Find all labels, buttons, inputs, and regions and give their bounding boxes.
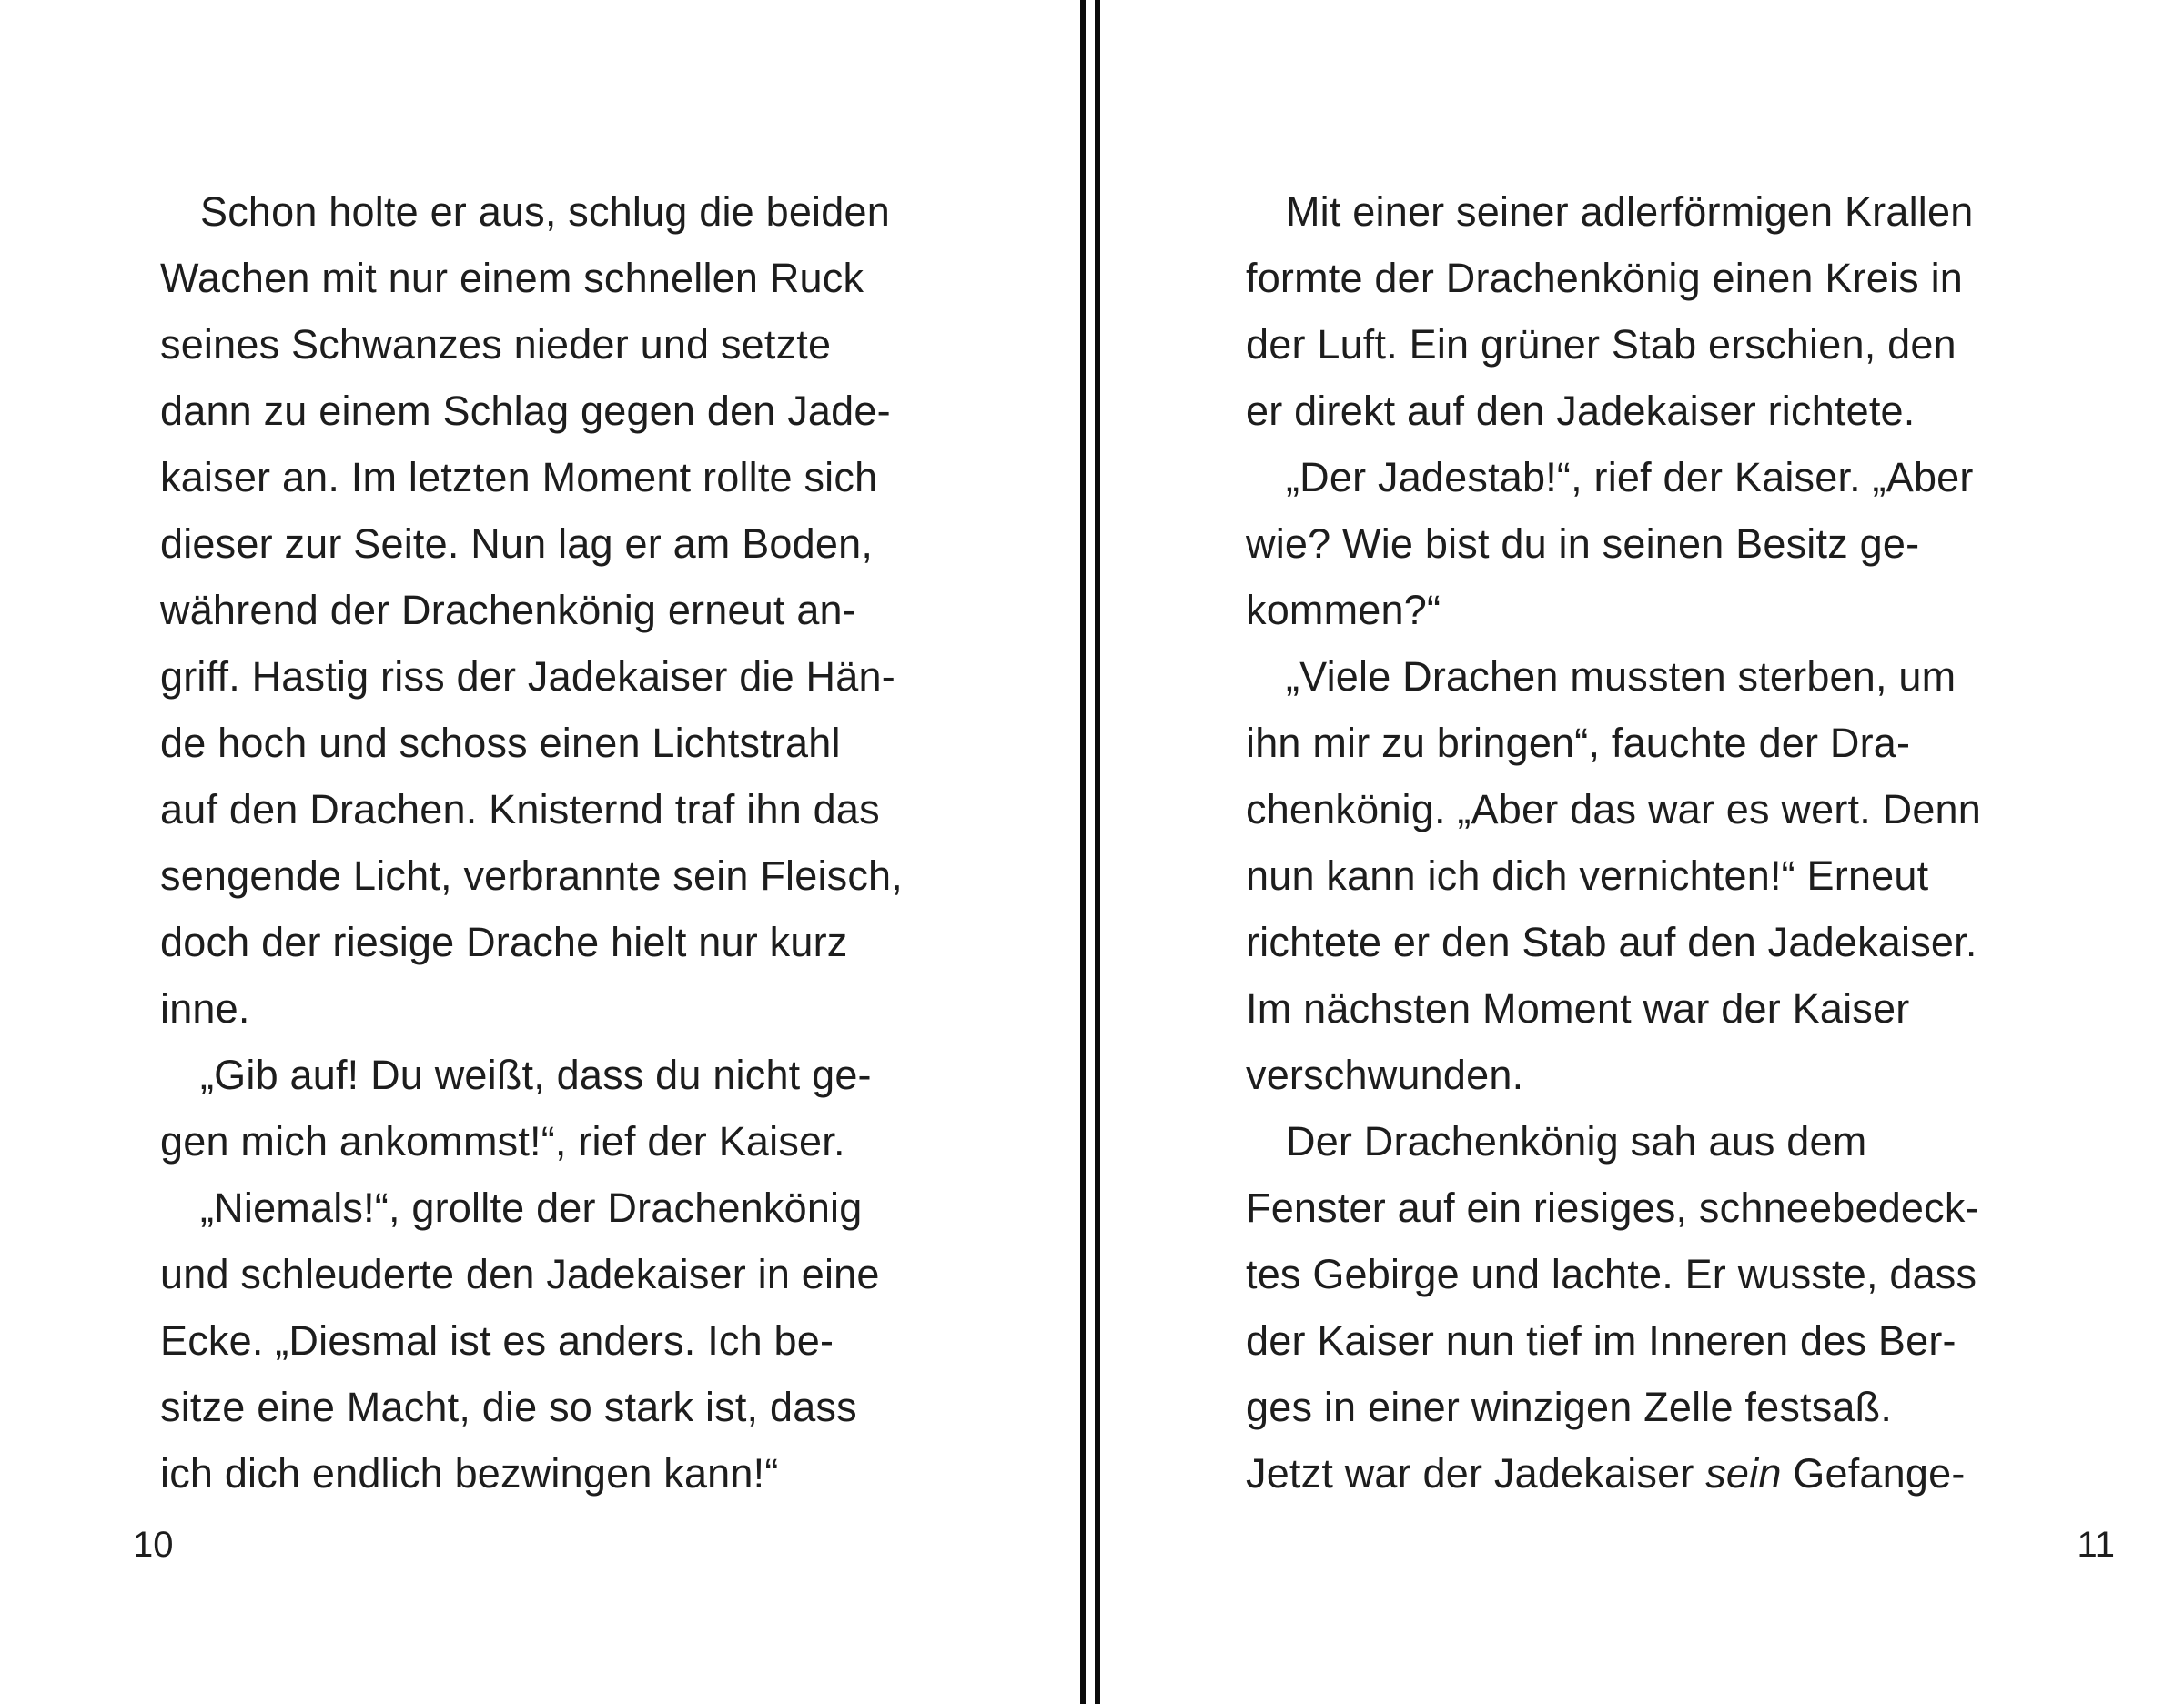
text-segment: ges in einer winzigen Zelle festsaß. [1246, 1384, 1893, 1430]
text-line [1246, 1307, 2138, 1374]
text-line [160, 909, 1034, 975]
text-segment: der Kaiser nun tief im Inneren des Ber- [1246, 1317, 1956, 1364]
text-segment: Im nächsten Moment war der Kaiser [1246, 985, 1910, 1032]
text-segment: sitze eine Macht, die so stark ist, dass [160, 1384, 857, 1430]
text-line [1246, 1042, 2138, 1108]
text-segment: chenkönig. „Aber das war es wert. Denn [1246, 786, 1981, 832]
text-line [1246, 842, 2138, 909]
text-segment: kommen?“ [1246, 587, 1441, 633]
text-line [1246, 1108, 2138, 1175]
text-line [1246, 311, 2138, 378]
text-segment: auf den Drachen. Knisternd traf ihn das [160, 786, 880, 832]
text-segment: richtete er den Stab auf den Jadekaiser. [1246, 919, 1977, 965]
text-segment-italic: sein [1705, 1450, 1782, 1497]
text-segment: ihn mir zu bringen“, fauchte der Dra- [1246, 720, 1911, 766]
text-line [160, 311, 1034, 378]
text-segment: gen mich ankommst!“, rief der Kaiser. [160, 1118, 845, 1165]
text-line [1246, 444, 2138, 510]
page-right [1100, 0, 2184, 1704]
text-segment: wie? Wie bist du in seinen Besitz ge- [1246, 520, 1920, 567]
text-line [160, 1108, 1034, 1175]
text-line [160, 1175, 1034, 1241]
text-line [1246, 643, 2138, 710]
text-line [1246, 1374, 2138, 1440]
text-line [160, 643, 1034, 710]
page-number-right: 11 [2077, 1525, 2115, 1565]
text-segment: Schon holte er aus, schlug die beiden [200, 188, 890, 235]
text-segment: der Luft. Ein grüner Stab erschien, den [1246, 321, 1956, 368]
text-line [1246, 909, 2138, 975]
text-line [1246, 1440, 2138, 1507]
text-segment: verschwunden. [1246, 1052, 1524, 1098]
text-segment: sengende Licht, verbrannte sein Fleisch, [160, 852, 903, 899]
text-line [160, 842, 1034, 909]
text-segment: tes Gebirge und lachte. Er wusste, dass [1246, 1251, 1977, 1297]
text-segment: nun kann ich dich vernichten!“ Erneut [1246, 852, 1929, 899]
text-line [1246, 577, 2138, 643]
text-segment: dann zu einem Schlag gegen den Jade- [160, 388, 891, 434]
text-segment: Wachen mit nur einem schnellen Ruck [160, 255, 864, 301]
text-segment: de hoch und schoss einen Lichtstrahl [160, 720, 841, 766]
text-line [160, 1241, 1034, 1307]
text-line [160, 776, 1034, 842]
text-line [160, 1374, 1034, 1440]
text-segment: Der Drachenkönig sah aus dem [1286, 1118, 1867, 1165]
text-line [160, 510, 1034, 577]
text-segment: ich dich endlich bezwingen kann!“ [160, 1450, 779, 1497]
text-line [1246, 1175, 2138, 1241]
text-line [1246, 1241, 2138, 1307]
text-line [1246, 975, 2138, 1042]
text-segment: „Viele Drachen mussten sterben, um [1286, 653, 1956, 700]
text-line [160, 245, 1034, 311]
page-right-text [1246, 178, 2138, 1507]
text-segment: seines Schwanzes nieder und setzte [160, 321, 832, 368]
page-left [0, 0, 1080, 1704]
text-segment: Jetzt war der Jadekaiser [1246, 1450, 1706, 1497]
text-segment: und schleuderte den Jadekaiser in eine [160, 1251, 880, 1297]
text-line [160, 378, 1034, 444]
text-segment: „Gib auf! Du weißt, dass du nicht ge- [200, 1052, 872, 1098]
text-segment: formte der Drachenkönig einen Kreis in [1246, 255, 1964, 301]
text-line [1246, 178, 2138, 245]
text-segment: „Der Jadestab!“, rief der Kaiser. „Aber [1286, 454, 1974, 500]
text-line [160, 1440, 1034, 1507]
text-line [1246, 245, 2138, 311]
text-line [160, 1042, 1034, 1108]
text-segment: doch der riesige Drache hielt nur kurz [160, 919, 848, 965]
text-segment: kaiser an. Im letzten Moment rollte sich [160, 454, 878, 500]
page-number-left: 10 [133, 1525, 174, 1565]
text-segment: Fenster auf ein riesiges, schneebedeck- [1246, 1185, 1979, 1231]
text-line [160, 975, 1034, 1042]
text-line [160, 710, 1034, 776]
text-segment: dieser zur Seite. Nun lag er am Boden, [160, 520, 874, 567]
text-segment: inne. [160, 985, 250, 1032]
text-segment: griff. Hastig riss der Jadekaiser die Hän- [160, 653, 895, 700]
text-segment: Mit einer seiner adlerförmigen Krallen [1286, 188, 1974, 235]
text-line [160, 178, 1034, 245]
text-segment: Ecke. „Diesmal ist es anders. Ich be- [160, 1317, 834, 1364]
text-line [160, 444, 1034, 510]
text-line [160, 577, 1034, 643]
text-line [1246, 776, 2138, 842]
text-line [1246, 710, 2138, 776]
text-segment: während der Drachenkönig erneut an- [160, 587, 856, 633]
page-left-text [160, 178, 1034, 1507]
text-line [1246, 378, 2138, 444]
text-line [160, 1307, 1034, 1374]
text-segment: Gefange- [1781, 1450, 1966, 1497]
text-segment: er direkt auf den Jadekaiser richtete. [1246, 388, 1916, 434]
text-segment: „Niemals!“, grollte der Drachenkönig [200, 1185, 863, 1231]
text-line [1246, 510, 2138, 577]
gutter-divider-left-line [1080, 0, 1086, 1704]
